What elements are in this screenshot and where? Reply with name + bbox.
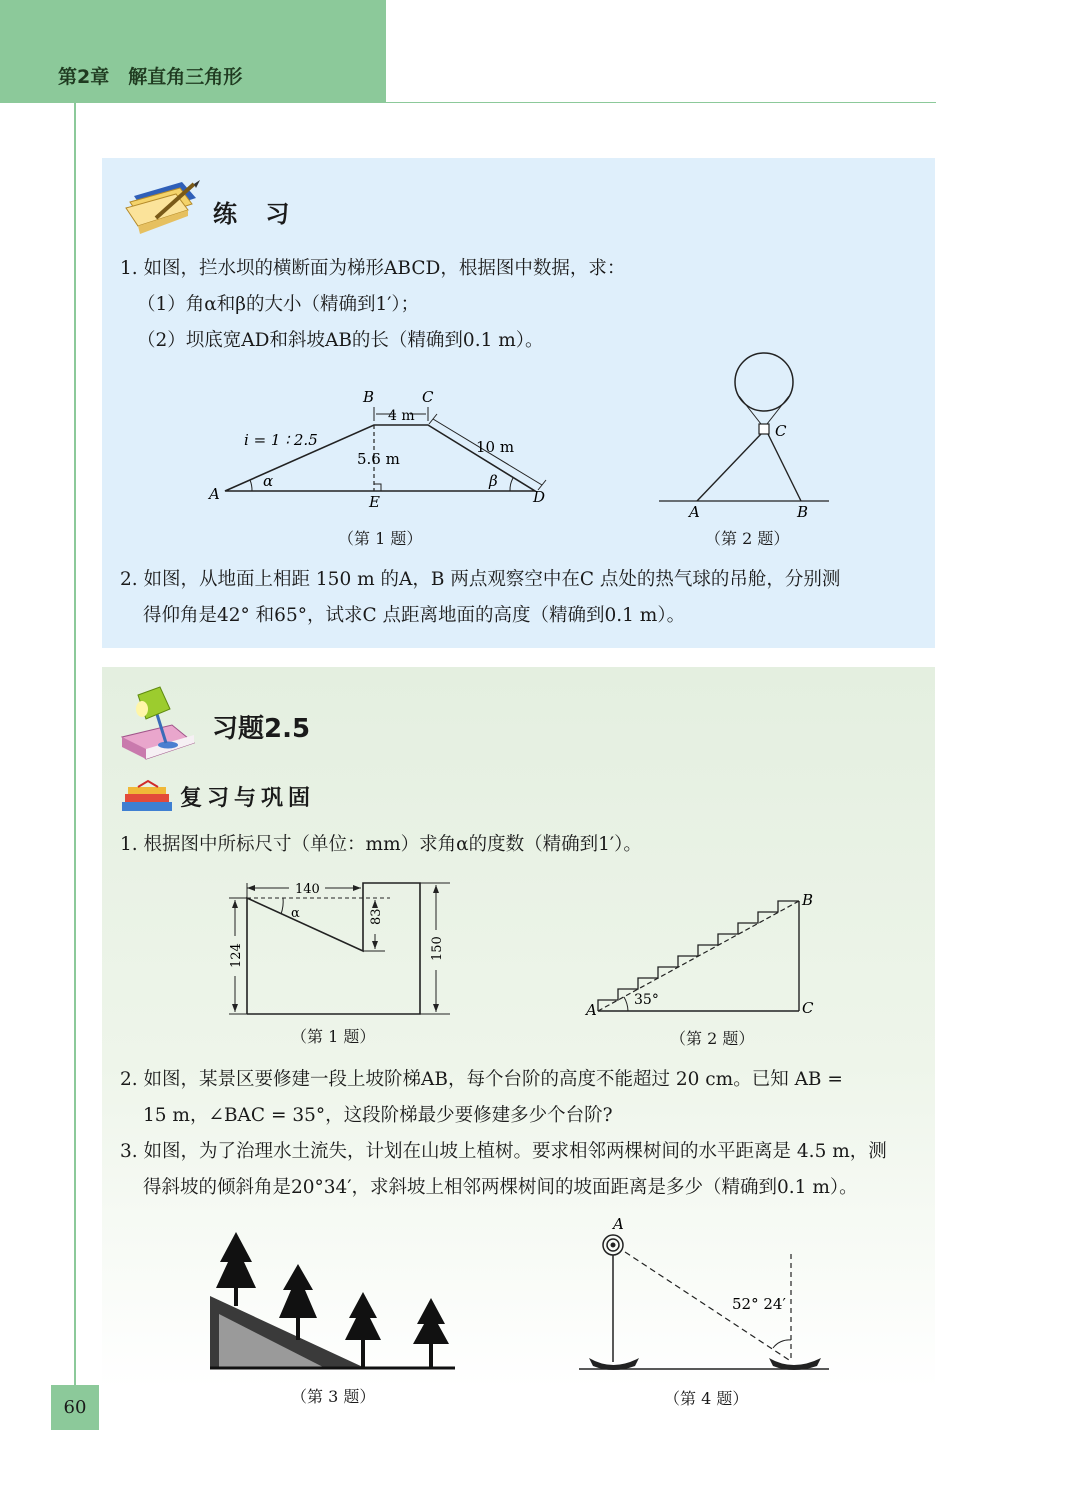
practice-title: 练 习: [213, 200, 300, 228]
review-subtitle: 复习与巩固: [180, 786, 316, 811]
boat-icon-right: [769, 1358, 821, 1370]
stair-angle: 35°: [634, 992, 659, 1008]
dam-angle-beta: β: [489, 472, 498, 490]
balloon-label-b: B: [797, 503, 809, 521]
dam-cd-length: 10 m: [476, 438, 515, 456]
exercise-q3-line2: 得斜坡的倾斜角是20°34′，求斜坡上相邻两棵树间的坡面距离是多少（精确到0.1 m）。: [143, 1177, 858, 1198]
exercise-fig2-caption: （第 2 题）: [670, 1029, 755, 1048]
exercise-fig1-caption: （第 1 题）: [291, 1027, 376, 1046]
dim-height-83: 83: [369, 908, 384, 925]
dam-slope-ratio: i = 1 ∶ 2.5: [244, 431, 318, 449]
practice-q1-part1: （1）角α和β的大小（精确到1′）；: [137, 294, 420, 315]
boat-icon-left: [589, 1358, 639, 1370]
header-rule: [386, 102, 936, 103]
stair-label-b: B: [802, 891, 814, 909]
dam-label-d: D: [533, 488, 546, 506]
dam-label-a: A: [209, 485, 220, 503]
staircase-figure: [584, 888, 824, 1028]
exercise-q2-line2: 15 m，∠BAC = 35°，这段阶梯最少要修建多少个台阶?: [143, 1105, 613, 1126]
dim-height-124: 124: [229, 943, 244, 968]
dam-label-e: E: [369, 493, 380, 511]
exercise-q2-line1: 2. 如图，某景区要修建一段上坡阶梯AB，每个台阶的高度不能超过 20 cm。已知 AB =: [120, 1069, 843, 1090]
book-pencil-icon: [116, 178, 202, 240]
dam-label-c: C: [422, 388, 434, 406]
practice-q1-part2: （2）坝底宽AD和斜坡AB的长（精确到0.1 m）。: [137, 330, 544, 351]
lamp-book-icon: [116, 685, 202, 763]
boat-label-a: A: [613, 1215, 624, 1233]
dim-height-150: 150: [430, 936, 445, 961]
balloon-label-c: C: [775, 422, 787, 440]
book-stack-icon: [118, 780, 176, 814]
dam-label-b: B: [363, 388, 375, 406]
stair-label-a: A: [586, 1001, 597, 1019]
dam-trapezoid-figure: [200, 385, 560, 515]
practice-q2-line2: 得仰角是42° 和65°，试求C 点距离地面的高度（精确到0.1 m）。: [143, 605, 686, 626]
balloon-label-a: A: [689, 503, 700, 521]
exercise-fig4-caption: （第 4 题）: [664, 1389, 749, 1408]
page-number: 60: [51, 1385, 99, 1430]
tree-icon-2: [279, 1264, 317, 1340]
dim-width-140: 140: [295, 882, 320, 897]
dam-height: 5.6 m: [357, 450, 400, 468]
tree-icon-1: [216, 1232, 256, 1306]
balloon-figure: [655, 352, 835, 522]
dam-top-width: 4 m: [388, 408, 415, 424]
trees-on-slope-figure: [205, 1228, 460, 1376]
dimension-block-figure: [225, 878, 455, 1023]
side-rule: [74, 103, 76, 1385]
stair-label-c: C: [802, 999, 814, 1017]
exercise-q3-line1: 3. 如图，为了治理水土流失，计划在山坡上植树。要求相邻两棵树间的水平距离是 4.5 m，测: [120, 1141, 887, 1162]
dim-angle-alpha: α: [291, 906, 300, 921]
dam-angle-alpha: α: [263, 472, 274, 490]
tree-icon-3: [345, 1292, 381, 1368]
exercise-q1: 1. 根据图中所标尺寸（单位：mm）求角α的度数（精确到1′）。: [120, 834, 642, 855]
practice-fig1-caption: （第 1 题）: [338, 529, 423, 548]
practice-q2-line1: 2. 如图，从地面上相距 150 m 的A，B 两点观察空中在C 点处的热气球的吊舱，分别测: [120, 569, 841, 590]
boats-angle-figure: [575, 1212, 835, 1377]
practice-q1-stem: 1. 如图，拦水坝的横断面为梯形ABCD，根据图中数据，求：: [120, 258, 626, 279]
chapter-title: 第2章 解直角三角形: [58, 66, 243, 88]
exercise-title: 习题2.5: [212, 714, 311, 744]
boat-angle: 52° 24′: [732, 1295, 786, 1313]
practice-fig2-caption: （第 2 题）: [705, 529, 790, 548]
tree-icon-4: [413, 1298, 449, 1368]
exercise-fig3-caption: （第 3 题）: [291, 1387, 376, 1406]
